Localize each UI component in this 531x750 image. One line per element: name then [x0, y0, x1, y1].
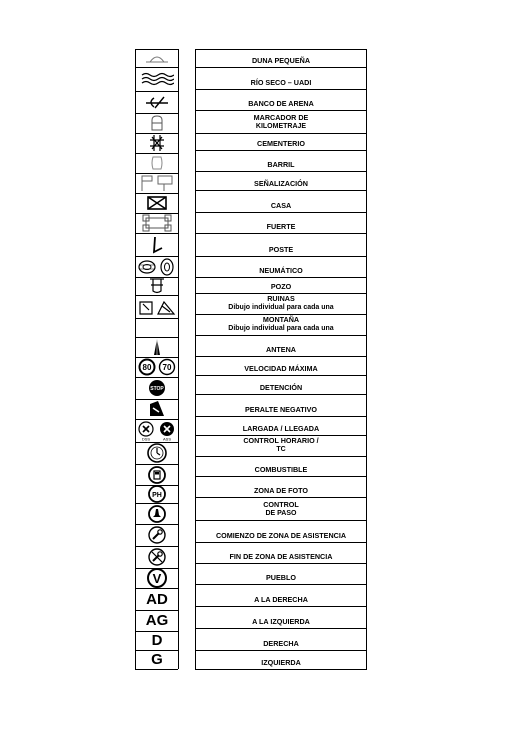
- label-row-divider: [195, 67, 367, 68]
- symbol-label: [254, 113, 309, 131]
- symbol-label-text: CASA: [270, 201, 292, 210]
- label-cell: [196, 584, 366, 606]
- symbol-label: [248, 99, 314, 108]
- symbol-label: [228, 294, 333, 312]
- label-row-divider: [195, 628, 367, 629]
- label-cell: [196, 356, 366, 375]
- symbol-label-text: PERALTE NEGATIVO: [244, 405, 317, 414]
- icon-text: DSS: [141, 436, 151, 441]
- label-row-divider: [195, 190, 367, 191]
- icon-cell: [136, 568, 178, 588]
- symbol-label-text: LARGADA / LLEGADA: [242, 424, 320, 433]
- symbol-label: [259, 266, 303, 275]
- symbol-label-text: COMBUSTIBLE: [254, 465, 308, 474]
- symbol-label-text: NEUMÁTICO: [259, 266, 303, 275]
- symbol-label-text: POZO: [270, 282, 292, 291]
- symbol-label: [266, 573, 296, 582]
- label-row-divider: [195, 669, 367, 670]
- well-icon: [148, 277, 166, 295]
- symbol-label-text: COMIENZO DE ZONA DE ASISTENCIA: [215, 531, 347, 540]
- symbol-label-subtext: TC: [276, 446, 286, 453]
- small-dune-icon: [142, 51, 172, 65]
- label-cell: [196, 497, 366, 520]
- icon-cell: [136, 133, 178, 153]
- symbol-label: [243, 424, 319, 433]
- label-row-divider: [195, 650, 367, 651]
- label-row-divider: [195, 497, 367, 498]
- label-cell: [196, 293, 366, 314]
- label-cell: [196, 628, 366, 650]
- symbol-label-subtext: Dibujo individual para cada una: [228, 325, 334, 332]
- ruins-icon: [138, 298, 176, 316]
- symbol-label: [257, 139, 305, 148]
- label-row-divider: [195, 171, 367, 172]
- icon-row-divider: [135, 442, 178, 443]
- symbol-label-text: DETENCIÓN: [259, 383, 303, 392]
- label-row-divider: [195, 314, 367, 315]
- left-icon: G: [151, 651, 163, 668]
- label-cell: [196, 277, 366, 293]
- icon-row-divider: [135, 419, 178, 420]
- tire-icon: [137, 258, 177, 276]
- label-cell: [196, 650, 366, 669]
- icon-cell: [136, 631, 178, 650]
- icon-cell: [136, 485, 178, 503]
- icon-row-divider: [135, 277, 178, 278]
- label-row-divider: [195, 256, 367, 257]
- symbol-label: [267, 160, 294, 169]
- stop-icon: [148, 379, 166, 397]
- icon-row-divider: [135, 464, 178, 465]
- symbol-label: [263, 639, 299, 648]
- icon-row-divider: [135, 669, 178, 670]
- photo-zone-icon: [148, 485, 166, 503]
- antenna-icon: [151, 338, 163, 356]
- negative-camber-icon: [148, 400, 166, 418]
- symbol-label-text: ANTENA: [266, 345, 296, 354]
- symbol-label-subtext: KILOMETRAJE: [255, 123, 307, 130]
- label-cell: [196, 212, 366, 233]
- label-row-divider: [195, 375, 367, 376]
- icon-cell: [136, 650, 178, 669]
- label-cell: [196, 520, 366, 542]
- symbol-label: [251, 78, 312, 87]
- icon-row-divider: [135, 49, 178, 50]
- symbol-label: [228, 315, 333, 333]
- icon-row-divider: [135, 377, 178, 378]
- symbol-label: [261, 658, 301, 667]
- icon-cell: [136, 357, 178, 377]
- icon-row-divider: [135, 588, 178, 589]
- symbol-label: [271, 201, 291, 210]
- symbol-label: [252, 56, 310, 65]
- label-cell: [196, 314, 366, 335]
- icon-cell: [136, 318, 178, 337]
- label-cell: [196, 190, 366, 212]
- label-column: [195, 49, 367, 669]
- symbol-label: [267, 222, 296, 231]
- icon-row-divider: [135, 650, 178, 651]
- label-row-divider: [195, 89, 367, 90]
- symbol-label: [252, 617, 310, 626]
- label-row-divider: [195, 335, 367, 336]
- icon-row-divider: [135, 67, 178, 68]
- symbol-label-text: SEÑALIZACIÓN: [254, 179, 308, 188]
- label-row-divider: [195, 150, 367, 151]
- icon-cell: [136, 610, 178, 631]
- symbol-label-text: POSTE: [268, 245, 294, 254]
- icon-row-divider: [135, 91, 178, 92]
- symbol-label: [230, 552, 333, 561]
- icon-cell: [136, 233, 178, 256]
- label-cell: [196, 171, 366, 190]
- symbol-label: [263, 500, 299, 518]
- symbol-label-text: ZONA DE FOTO: [254, 486, 308, 495]
- label-cell: [196, 435, 366, 456]
- label-row-divider: [195, 606, 367, 607]
- icon-cell: [136, 295, 178, 318]
- icon-cell: [136, 49, 178, 67]
- icon-cell: [136, 213, 178, 233]
- label-row-divider: [195, 416, 367, 417]
- icon-cell: [136, 442, 178, 464]
- label-cell: [196, 67, 366, 89]
- icon-row-divider: [135, 318, 178, 319]
- symbol-label: [254, 179, 308, 188]
- label-row-divider: [195, 133, 367, 134]
- symbol-label-text: RÍO SECO – UADI: [250, 78, 312, 87]
- symbol-label-text: FIN DE ZONA DE ASISTENCIA: [229, 552, 333, 561]
- icon-cell: [136, 503, 178, 524]
- to-the-right-icon: AD: [146, 590, 168, 608]
- assistance-end-icon: [148, 548, 166, 566]
- icon-row-divider: [135, 256, 178, 257]
- label-cell: [196, 256, 366, 277]
- icon-row-divider: [135, 173, 178, 174]
- icon-row-divider: [135, 193, 178, 194]
- icon-text: 80: [142, 363, 152, 372]
- label-row-divider: [195, 394, 367, 395]
- icon-cell: [136, 546, 178, 568]
- symbol-label-text: FUERTE: [266, 222, 296, 231]
- icon-row-divider: [135, 337, 178, 338]
- label-cell: [196, 394, 366, 416]
- barrel-icon: [150, 155, 164, 171]
- icon-text: 70: [162, 363, 172, 372]
- icon-row-divider: [135, 399, 178, 400]
- label-cell: [196, 233, 366, 256]
- symbol-label-text: IZQUIERDA: [261, 658, 301, 667]
- pole-icon: [149, 236, 165, 254]
- label-cell: [196, 110, 366, 133]
- label-cell: [196, 133, 366, 150]
- symbol-label-subtext: DE PASO: [265, 510, 297, 517]
- icon-cell: [136, 277, 178, 295]
- symbol-label-text: A LA IZQUIERDA: [252, 617, 310, 626]
- icon-row-divider: [135, 357, 178, 358]
- symbol-label-text: MONTAÑA: [262, 315, 300, 324]
- icon-cell: [136, 377, 178, 399]
- symbol-label: [245, 405, 317, 414]
- time-control-icon: [147, 443, 167, 463]
- symbol-label-text: VELOCIDAD MÁXIMA: [244, 364, 318, 373]
- symbol-label: [216, 531, 346, 540]
- icon-row-divider: [135, 485, 178, 486]
- label-cell: [196, 335, 366, 356]
- assistance-start-icon: [148, 526, 166, 544]
- empty-icon: [156, 327, 158, 329]
- label-row-divider: [195, 520, 367, 521]
- dry-river-icon: [140, 71, 174, 87]
- symbol-label-subtext: Dibujo individual para cada una: [228, 304, 334, 311]
- label-row-divider: [195, 456, 367, 457]
- kilometer-marker-icon: [149, 114, 165, 132]
- label-row-divider: [195, 435, 367, 436]
- to-the-left-icon: AG: [145, 612, 169, 629]
- symbol-label-text: RUINAS: [267, 294, 295, 303]
- icon-cell: [136, 67, 178, 91]
- symbol-label-text: MARCADOR DE: [253, 113, 309, 122]
- label-cell: [196, 416, 366, 435]
- label-cell: [196, 563, 366, 584]
- label-row-divider: [195, 542, 367, 543]
- icon-cell: [136, 91, 178, 113]
- icon-row-divider: [135, 568, 178, 569]
- label-row-divider: [195, 476, 367, 477]
- icon-column: [135, 49, 179, 669]
- village-icon: [147, 568, 167, 588]
- cemetery-icon: [149, 134, 165, 152]
- icon-cell: [136, 173, 178, 193]
- symbol-label-text: CONTROL HORARIO /: [243, 436, 319, 445]
- symbol-label: [271, 282, 291, 291]
- icon-row-divider: [135, 546, 178, 547]
- fuel-icon: [148, 466, 166, 484]
- icon-cell: [136, 153, 178, 173]
- label-row-divider: [195, 110, 367, 111]
- label-row-divider: [195, 356, 367, 357]
- label-row-divider: [195, 49, 367, 50]
- icon-text: STOP: [150, 385, 164, 392]
- icon-cell: [136, 399, 178, 419]
- label-row-divider: [195, 277, 367, 278]
- label-row-divider: [195, 212, 367, 213]
- symbol-label-text: PUEBLO: [266, 573, 296, 582]
- icon-row-divider: [135, 524, 178, 525]
- icon-cell: [136, 464, 178, 485]
- label-row-divider: [195, 563, 367, 564]
- icon-cell: [136, 113, 178, 133]
- symbol-label: [254, 595, 308, 604]
- icon-cell: [136, 256, 178, 277]
- label-cell: [196, 606, 366, 628]
- icon-cell: [136, 419, 178, 442]
- label-cell: [196, 456, 366, 476]
- icon-text: ASS: [162, 436, 172, 441]
- icon-text: PH: [152, 491, 162, 499]
- icon-row-divider: [135, 213, 178, 214]
- icon-row-divider: [135, 113, 178, 114]
- icon-row-divider: [135, 133, 178, 134]
- icon-row-divider: [135, 610, 178, 611]
- icon-text: V: [152, 571, 162, 586]
- label-cell: [196, 49, 366, 67]
- label-row-divider: [195, 293, 367, 294]
- label-cell: [196, 89, 366, 110]
- fort-icon: [142, 214, 172, 232]
- icon-cell: [136, 337, 178, 357]
- symbol-label: [243, 436, 318, 454]
- max-speed-icon: [138, 358, 176, 376]
- symbol-label: [269, 245, 293, 254]
- icon-cell: [136, 193, 178, 213]
- label-row-divider: [195, 233, 367, 234]
- symbol-label-text: CONTROL: [263, 500, 299, 509]
- symbol-label: [244, 364, 317, 373]
- label-row-divider: [195, 584, 367, 585]
- sandbank-icon: [142, 94, 172, 110]
- icon-row-divider: [135, 295, 178, 296]
- label-cell: [196, 542, 366, 563]
- symbol-label: [260, 383, 302, 392]
- symbol-label-text: DERECHA: [263, 639, 299, 648]
- symbol-label: [254, 486, 308, 495]
- symbol-label-text: BANCO DE ARENA: [248, 99, 314, 108]
- icon-cell: [136, 588, 178, 610]
- symbol-label: [255, 465, 308, 474]
- symbol-label-text: A LA DERECHA: [254, 595, 308, 604]
- symbol-label-text: BARRIL: [267, 160, 295, 169]
- label-cell: [196, 375, 366, 394]
- symbol-label: [266, 345, 296, 354]
- label-cell: [196, 150, 366, 171]
- house-icon: [146, 195, 168, 211]
- passage-control-icon: [148, 505, 166, 523]
- icon-row-divider: [135, 233, 178, 234]
- icon-row-divider: [135, 631, 178, 632]
- start-finish-icon: [137, 421, 177, 441]
- icon-row-divider: [135, 153, 178, 154]
- signpost-icon: [138, 174, 176, 192]
- symbol-label-text: DUNA PEQUEÑA: [251, 56, 311, 65]
- symbol-label-text: CEMENTERIO: [257, 139, 305, 148]
- label-cell: [196, 476, 366, 497]
- icon-cell: [136, 524, 178, 546]
- icon-row-divider: [135, 503, 178, 504]
- right-icon: D: [151, 632, 163, 649]
